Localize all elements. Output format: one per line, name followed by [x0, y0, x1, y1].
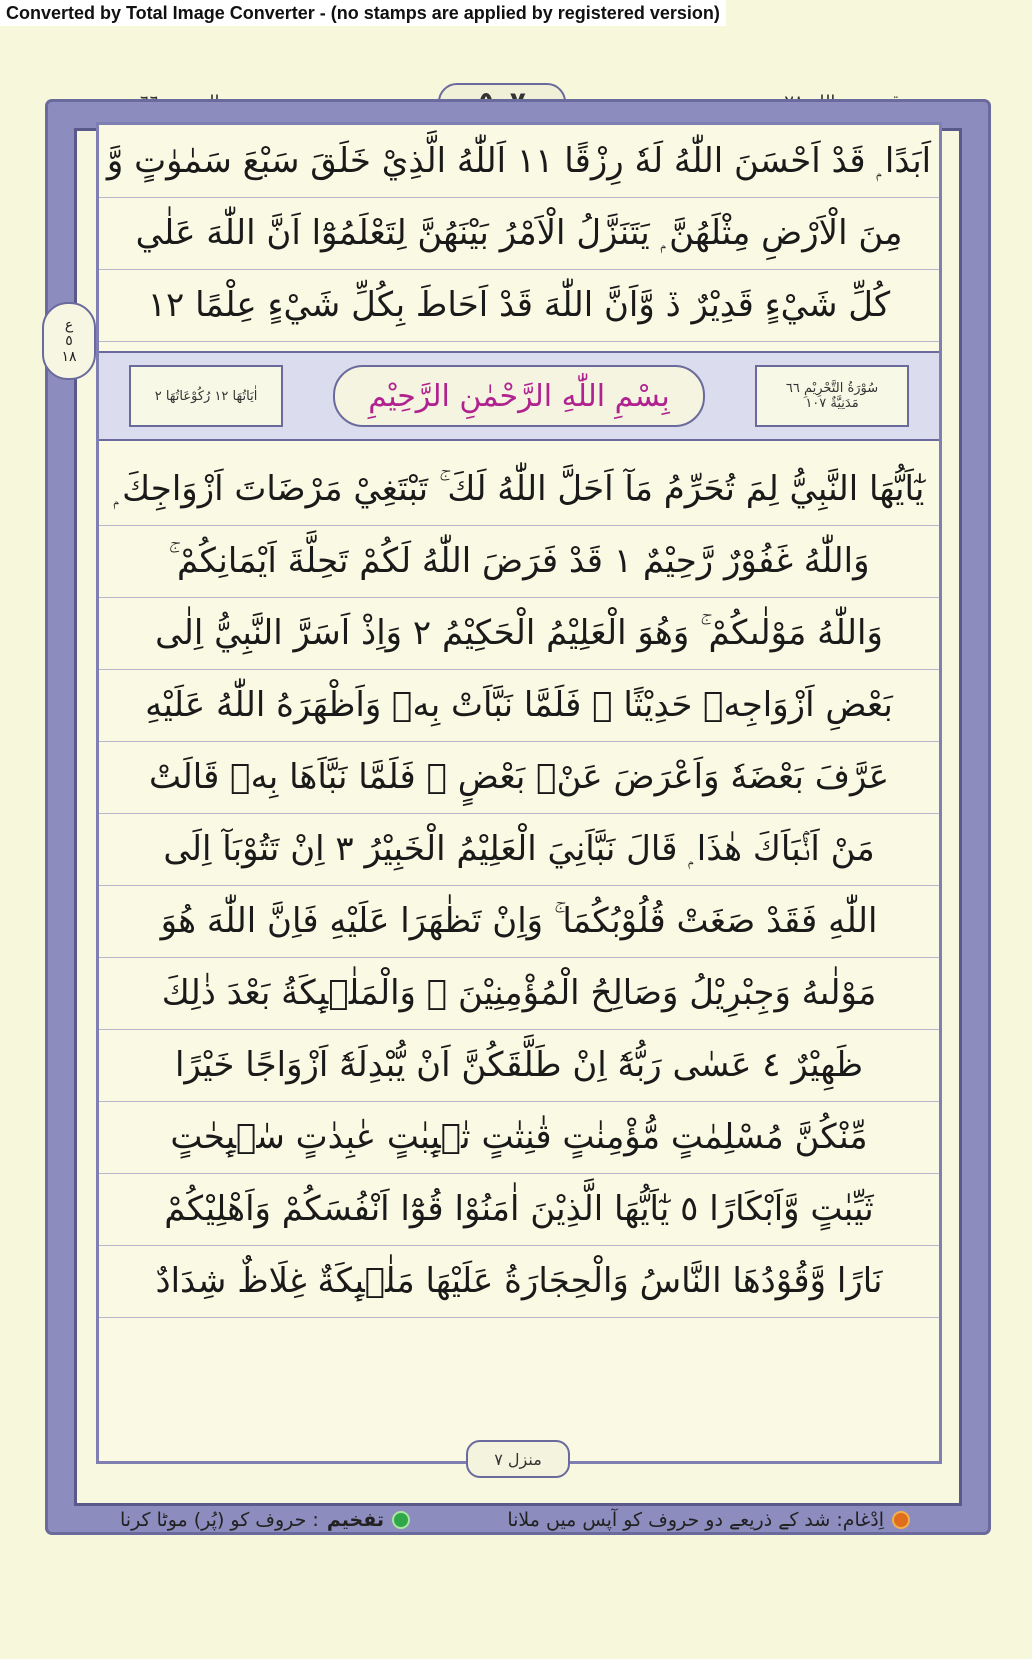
- text-line-6: وَاللّٰهُ مَوْلٰىكُمْ ۚ وَهُوَ الْعَلِيْمُ الْحَكِيْمُ ٢ وَاِذْ اَسَرَّ النَّبِيُّ اِلٰى: [99, 597, 939, 670]
- text-line-7: بَعْضِ اَزْوَاجِهٖ حَدِيْثًا ۚ فَلَمَّا نَبَّاَتْ بِهٖ وَاَظْهَرَهُ اللّٰهُ عَلَيْهِ: [99, 669, 939, 742]
- orange-dot-icon: [892, 1511, 910, 1529]
- ayat-ruku-count: اٰيَاتُهَا ١٢ رُكُوْعَاتُهَا ٢: [154, 388, 258, 404]
- ruku-marker: [42, 302, 96, 380]
- text-line-9: مَنْ اَنْۢبَاَكَ هٰذَا ۭ قَالَ نَبَّاَنِيَ الْعَلِيْمُ الْخَبِيْرُ ٣ اِنْ تَتُوْبَآ اِلَى: [99, 813, 939, 886]
- ruku-symbol: ع: [64, 317, 74, 333]
- surah-name: سُوْرَةُ التَّحْرِيْمِ ٦٦: [785, 381, 879, 396]
- tafkheem-text: : حروف کو (پُر) موٹا کرنا: [120, 1509, 319, 1531]
- converter-watermark: Converted by Total Image Converter - (no stamps are applied by registered version): [0, 0, 726, 26]
- tajweed-legend: [120, 1500, 910, 1540]
- text-line-13: مِّنْكُنَّ مُسْلِمٰتٍ مُّؤْمِنٰتٍ قٰنِتٰتٍ تٰۗىِٕبٰتٍ عٰبِدٰتٍ سٰۗىِٕحٰتٍ: [99, 1101, 939, 1174]
- tafkheem-term: تفخیم: [326, 1509, 385, 1531]
- ayat-ruku-box: [129, 365, 283, 427]
- idgham-text: اِدْغام: شد کے ذریعے دو حروف کو آپس میں ملانا: [507, 1509, 884, 1531]
- text-area: [96, 122, 942, 1464]
- text-line-2: مِنَ الْاَرْضِ مِثْلَهُنَّ ۭ يَتَنَزَّلُ الْاَمْرُ بَيْنَهُنَّ لِتَعْلَمُوْٓا اَنَّ اللّٰهَ عَلٰي: [99, 197, 939, 270]
- surah-info-box: [755, 365, 909, 427]
- text-line-1: اَبَدًا ۭ قَدْ اَحْسَنَ اللّٰهُ لَهٗ رِزْقًا ١١ اَللّٰهُ الَّذِيْ خَلَقَ سَبْعَ سَمٰوٰتٍ وَّ: [99, 125, 939, 198]
- tafkheem-note: [120, 1509, 410, 1531]
- text-line-3: كُلِّ شَيْءٍ قَدِيْرٌ ڏ وَّاَنَّ اللّٰهَ قَدْ اَحَاطَ بِكُلِّ شَيْءٍ عِلْمًا ١٢: [99, 269, 939, 342]
- ruku-count: ١٨: [61, 349, 77, 365]
- text-line-14: ثَيِّبٰتٍ وَّاَبْكَارًا ٥ يٰٓاَيُّهَا الَّذِيْنَ اٰمَنُوْا قُوْٓا اَنْفُسَكُمْ وَاَهْلِيْكُمْ: [99, 1173, 939, 1246]
- text-line-4: يٰٓاَيُّهَا النَّبِيُّ لِمَ تُحَرِّمُ مَآ اَحَلَّ اللّٰهُ لَكَ ۚ تَبْتَغِيْ مَرْضَاتَ اَزْوَاجِكَ ۭ: [99, 453, 939, 526]
- surah-header-band: [99, 351, 939, 441]
- text-line-8: عَرَّفَ بَعْضَهٗ وَاَعْرَضَ عَنْۢ بَعْضٍ ۚ فَلَمَّا نَبَّاَهَا بِهٖ قَالَتْ: [99, 741, 939, 814]
- text-line-11: مَوْلٰىهُ وَجِبْرِيْلُ وَصَالِحُ الْمُؤْمِنِيْنَ ۚ وَالْمَلٰۗىِٕكَةُ بَعْدَ ذٰلِكَ: [99, 957, 939, 1030]
- bismillah: بِسْمِ اللّٰهِ الرَّحْمٰنِ الرَّحِيْمِ: [333, 365, 705, 427]
- surah-type: مَدَنِيَّةٌ ١٠٧: [805, 396, 859, 411]
- text-line-12: ظَهِيْرٌ ٤ عَسٰى رَبُّهٗٓ اِنْ طَلَّقَكُنَّ اَنْ يُّبْدِلَهٗٓ اَزْوَاجًا خَيْرًا: [99, 1029, 939, 1102]
- text-line-15: نَارًا وَّقُوْدُهَا النَّاسُ وَالْحِجَارَةُ عَلَيْهَا مَلٰۗىِٕكَةٌ غِلَاظٌ شِدَادٌ: [99, 1245, 939, 1318]
- manzil-label: منزل ٧: [466, 1440, 570, 1478]
- green-dot-icon: [392, 1511, 410, 1529]
- text-line-5: وَاللّٰهُ غَفُوْرٌ رَّحِيْمٌ ١ قَدْ فَرَضَ اللّٰهُ لَكُمْ تَحِلَّةَ اَيْمَانِكُمْ ۚ: [99, 525, 939, 598]
- text-line-10: اللّٰهِ فَقَدْ صَغَتْ قُلُوْبُكُمَا ۚ وَاِنْ تَظٰهَرَا عَلَيْهِ فَاِنَّ اللّٰهَ هُوَ: [99, 885, 939, 958]
- ruku-number: ٥: [65, 333, 73, 349]
- idgham-note: [507, 1509, 910, 1531]
